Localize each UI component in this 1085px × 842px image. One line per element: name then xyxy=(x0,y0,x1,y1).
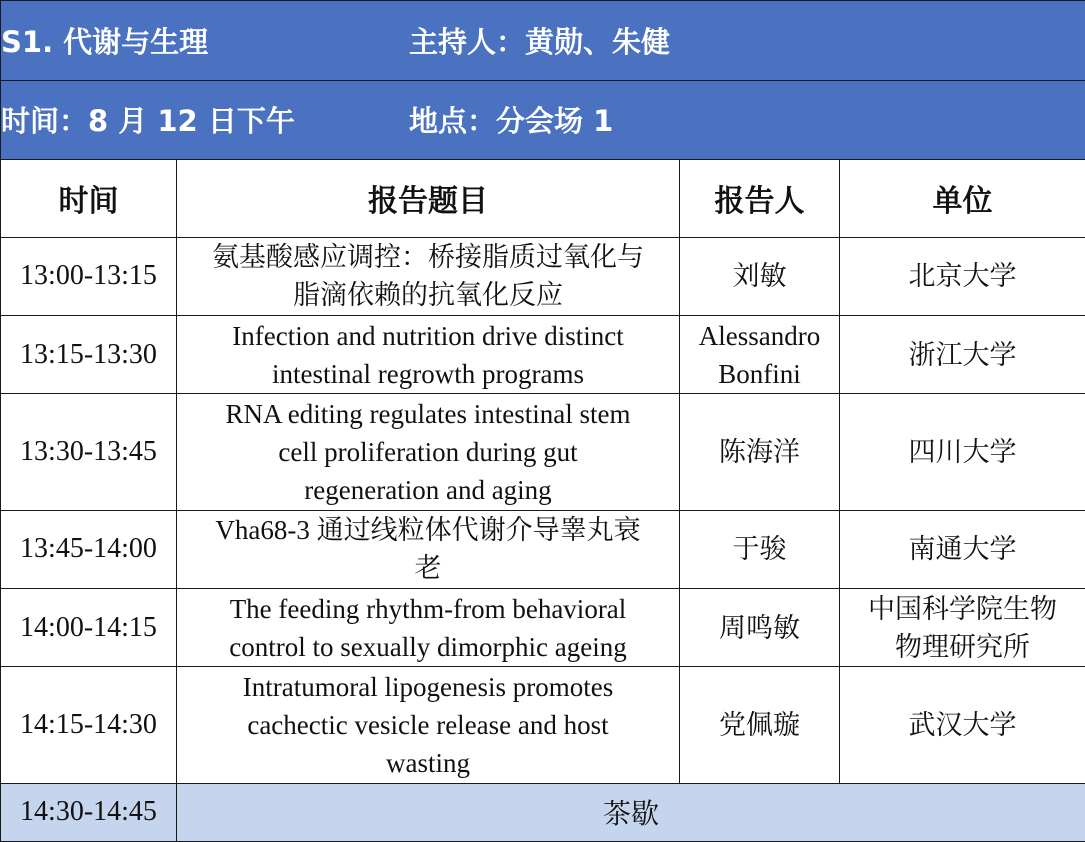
cell-line: intestinal regrowth programs xyxy=(272,358,584,389)
cell-line: Intratumoral lipogenesis promotes xyxy=(242,672,614,703)
cell-line: 周鸣敏 xyxy=(719,612,800,643)
table-row xyxy=(1,237,1085,315)
session-title-row xyxy=(1,1,1085,81)
table-row xyxy=(1,394,1085,510)
topic-cell xyxy=(177,589,680,667)
session-info-cell xyxy=(1,81,1085,159)
cell-line: 老 xyxy=(414,553,442,584)
cell-line: 四川大学 xyxy=(908,437,1017,468)
session-title-cell xyxy=(1,1,1085,81)
cell-line: 北京大学 xyxy=(908,261,1017,292)
cell-line: 浙江大学 xyxy=(908,339,1017,370)
affiliation-cell xyxy=(840,394,1085,510)
table-row xyxy=(1,667,1085,783)
speaker-cell xyxy=(680,316,840,394)
cell-line: cachectic vesicle release and host xyxy=(247,710,609,741)
session-info-row xyxy=(1,81,1085,159)
column-header-time: 时间 xyxy=(1,159,177,237)
cell-line: wasting xyxy=(386,748,470,779)
time-cell: 14:00-14:15 xyxy=(1,589,177,667)
topic-cell xyxy=(177,394,680,510)
cell-line: Bonfini xyxy=(718,358,801,389)
topic-cell xyxy=(177,237,680,315)
table-row xyxy=(1,589,1085,667)
cell-line: The feeding rhythm-from behavioral xyxy=(229,593,627,624)
affiliation-cell xyxy=(840,667,1085,783)
cell-line: 物理研究所 xyxy=(895,631,1030,662)
column-header-affiliation: 单位 xyxy=(840,159,1085,237)
time-cell: 13:45-14:00 xyxy=(1,510,177,588)
cell-line: cell proliferation during gut xyxy=(278,437,578,468)
cell-line: Infection and nutrition drive distinct xyxy=(232,320,624,351)
speaker-cell xyxy=(680,667,840,783)
schedule-rows xyxy=(1,237,1085,783)
cell-line: 刘敏 xyxy=(732,261,787,292)
cell-line: RNA editing regulates intestinal stem xyxy=(225,399,631,430)
cell-line: 于骏 xyxy=(732,534,787,565)
column-header-topic: 报告题目 xyxy=(177,159,680,237)
column-header-row xyxy=(1,159,1085,237)
cell-line: 中国科学院生物 xyxy=(868,593,1057,624)
session-time: 时间：8 月 12 日下午 xyxy=(1,104,295,139)
session-title: S1. 代谢与生理 xyxy=(1,25,209,60)
cell-line: 脂滴依赖的抗氧化反应 xyxy=(293,280,563,311)
cell-line: 武汉大学 xyxy=(908,710,1017,741)
break-row xyxy=(1,783,1085,841)
table-row xyxy=(1,316,1085,394)
time-cell: 13:30-13:45 xyxy=(1,394,177,510)
speaker-cell xyxy=(680,394,840,510)
affiliation-cell xyxy=(840,316,1085,394)
affiliation-cell xyxy=(840,510,1085,588)
speaker-cell xyxy=(680,589,840,667)
break-label: 茶歇 xyxy=(177,783,1085,841)
column-header-speaker: 报告人 xyxy=(680,159,840,237)
time-cell: 14:15-14:30 xyxy=(1,667,177,783)
cell-line: 党佩璇 xyxy=(719,710,800,741)
cell-line: 南通大学 xyxy=(908,534,1017,565)
cell-line: Vha68-3 通过线粒体代谢介导睾丸衰 xyxy=(215,515,641,546)
session-venue: 地点：分会场 1 xyxy=(409,104,614,139)
table-row xyxy=(1,510,1085,588)
cell-line: 陈海洋 xyxy=(719,437,800,468)
cell-line: control to sexually dimorphic ageing xyxy=(229,631,627,662)
topic-cell xyxy=(177,510,680,588)
break-time: 14:30-14:45 xyxy=(1,783,177,841)
time-cell: 13:15-13:30 xyxy=(1,316,177,394)
session-hosts: 主持人：黄勋、朱健 xyxy=(409,25,671,60)
speaker-cell xyxy=(680,237,840,315)
topic-cell xyxy=(177,667,680,783)
cell-line: Alessandro xyxy=(698,320,821,351)
affiliation-cell xyxy=(840,589,1085,667)
cell-line: regeneration and aging xyxy=(304,475,552,506)
time-cell: 13:00-13:15 xyxy=(1,237,177,315)
speaker-cell xyxy=(680,510,840,588)
affiliation-cell xyxy=(840,237,1085,315)
topic-cell xyxy=(177,316,680,394)
cell-line: 氨基酸感应调控：桥接脂质过氧化与 xyxy=(212,242,644,273)
